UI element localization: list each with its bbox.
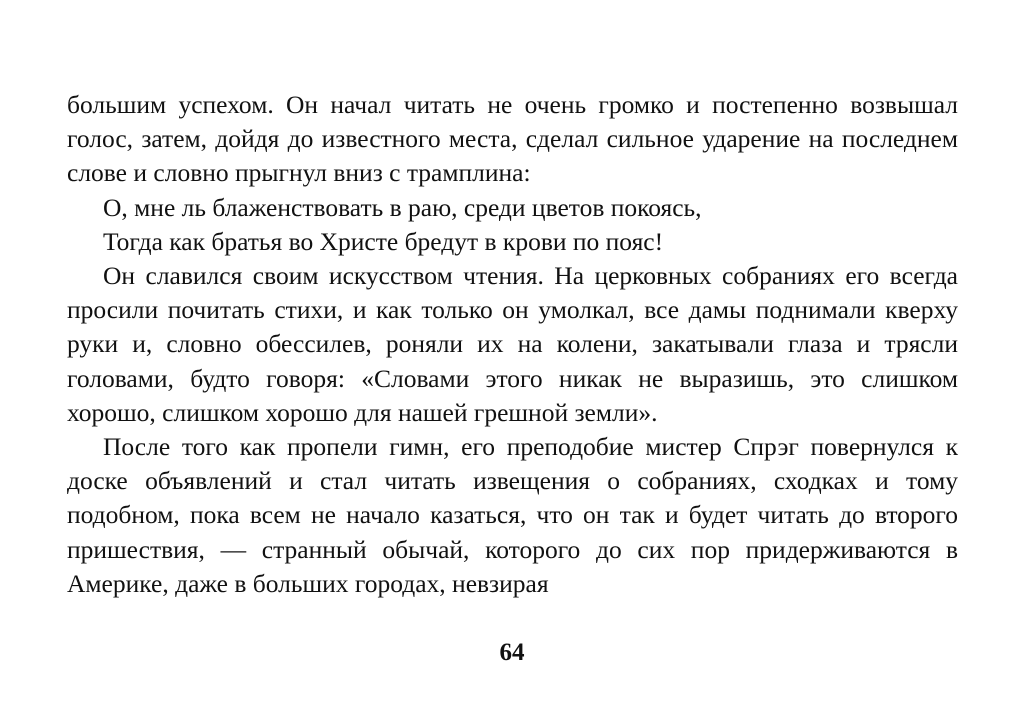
verse-line-1: О, мне ль блаженствовать в раю, среди цветов покоясь, bbox=[103, 192, 702, 222]
page-number: 64 bbox=[499, 639, 525, 666]
verse-line-2: Тогда как братья во Христе бредут в крови по пояс! bbox=[103, 226, 664, 256]
paragraph-announcements: После того как пропели гимн, его преподобие мистер Спрэг повернулся к доске объявлений и стал читать извещения о собраниях, сходках и тому подобном, пока всем не начало казаться, что он так и будет читать до второго пришествия, — странный обычай, которого до сих пор придерживаются в Америке, даже в больших городах, невзирая bbox=[67, 432, 958, 598]
paragraph-continuation: большим успехом. Он начал читать не очень громко и постепенно возвышал голос, затем, дойдя до известного места, сделал сильное ударение на последнем слове и словно прыгнул вниз с трамплина: bbox=[67, 90, 958, 188]
paragraph-reading-skill: Он славился своим искусством чтения. На церковных собраниях его всегда просили почитать стихи, и как только он умолкал, все дамы поднимали кверху руки и, словно обессилев, роняли их на колени, закатывали глаза и трясли головами, будто говоря: «Словами этого никак не выразишь, это слишком хорошо, слишком хорошо для нашей грешной земли». bbox=[67, 261, 958, 427]
page-body bbox=[67, 88, 958, 601]
